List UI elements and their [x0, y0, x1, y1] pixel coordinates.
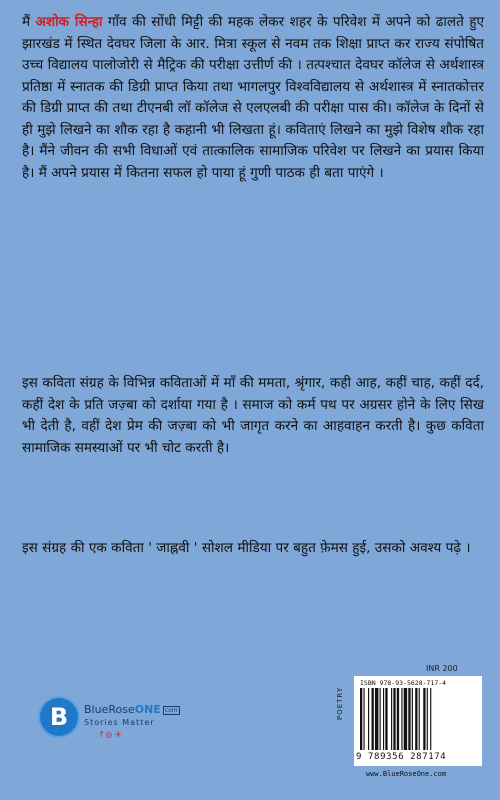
publisher-logo: [40, 696, 178, 746]
author-bio: [22, 12, 484, 184]
genre-label: POETRY: [336, 686, 344, 720]
barcode-bar: [363, 688, 364, 750]
barcode-bar: [380, 688, 381, 750]
barcode-bar: [419, 688, 420, 750]
author-name: अशोक सिन्हा: [35, 14, 103, 30]
barcode-bar: [430, 688, 431, 750]
barcode-bar: [385, 688, 387, 750]
barcode-bar: [375, 688, 378, 750]
website-url: www.BlueRoseOne.com: [366, 770, 447, 778]
barcode-bar: [383, 688, 384, 750]
publisher-name-part1: BlueRose: [84, 703, 135, 716]
bio-text: गाँव की सोंधी मिट्टी की महक लेकर शहर के परिवेश में अपने को ढालते हुए झारखंड में स्थित देवघर जिला के आर. मित्रा स्कूल से नवम तक शिक्षा प्राप्त कर राज्य संपोषित उच्च विद्यालय पालोजोरी से मैट्रिक की परीक्षा उत्तीर्ण की । तत्पश्चात देवघर कॉलेज से अर्थशास्त्र प्रतिष्ठा में स्नातक की डिग्री प्राप्त किया तथा भागलपुर विश्वविद्यालय से अर्थशास्त्र में स्नातकोत्तर की डिग्री प्राप्त की तथा टीएनबी लॉ कॉलेज से एलएलबी की परीक्षा पास की। कॉलेज के दिनों से ही मुझे लिखने का शौक रहा है कहानी भी लिखता हूं। कविताएं लिखने का मुझे विशेष शौक रहा है। मैंने जीवन की सभी विधाओं एवं तात्कालिक सामाजिक परिवेश पर लिखने का प्रयास किया है। मैं अपने प्रयास में कितना सफल हो पाया हूं गुणी पाठक ही बता पाएंगे ।: [22, 14, 485, 181]
barcode-bar: [404, 688, 407, 750]
publisher-name-part2: ONE: [134, 703, 161, 716]
barcode-bar: [391, 688, 392, 750]
isbn-digits: 9 789356 287174: [356, 752, 447, 762]
barcode-bar: [401, 688, 402, 750]
publisher-tagline: Stories Matter: [84, 718, 155, 727]
publisher-box: com: [164, 706, 178, 714]
barcode-bar: [393, 688, 395, 750]
barcode-bar: [427, 688, 428, 750]
book-recommendation: इस संग्रह की एक कविता ' जाह्नवी ' सोशल मीडिया पर बहुत फ़ेमस हुई, उसको अवश्य पढ़े ।: [22, 540, 471, 556]
social-icons: f ◎ ✈: [100, 730, 122, 739]
publisher-name: [84, 703, 180, 716]
barcode-bar: [360, 688, 362, 750]
barcode-icon: [360, 688, 476, 750]
barcode-bar: [397, 688, 399, 750]
barcode-bar: [408, 688, 410, 750]
barcode-bar: [372, 688, 374, 750]
bio-lead: मैं: [22, 14, 36, 30]
barcode-bar: [423, 688, 425, 750]
price-label: INR 200: [426, 664, 458, 673]
publisher-logo-icon: B: [40, 698, 78, 736]
barcode-bar: [368, 688, 369, 750]
book-description: इस कविता संग्रह के विभिन्न कविताओं में माँ की ममता, श्रृंगार, कही आह, कहीं चाह, कहीं दर्द, कहीं देश के प्रति जज़्बा को दर्शाया गया है । समाज को कर्म पथ पर अग्रसर होने के लिए सिख भी देती है, वहीं देश प्रेम की जज़्बा को भी जागृत करने का आहवाहन करती है। कुछ कविता सामाजिक समस्याओं पर भी चोट करती है।: [22, 375, 484, 456]
isbn-label: ISBN 978-93-5628-717-4: [360, 679, 447, 687]
barcode-bar: [412, 688, 413, 750]
isbn-barcode: [354, 676, 482, 766]
barcode-bar: [415, 688, 417, 750]
